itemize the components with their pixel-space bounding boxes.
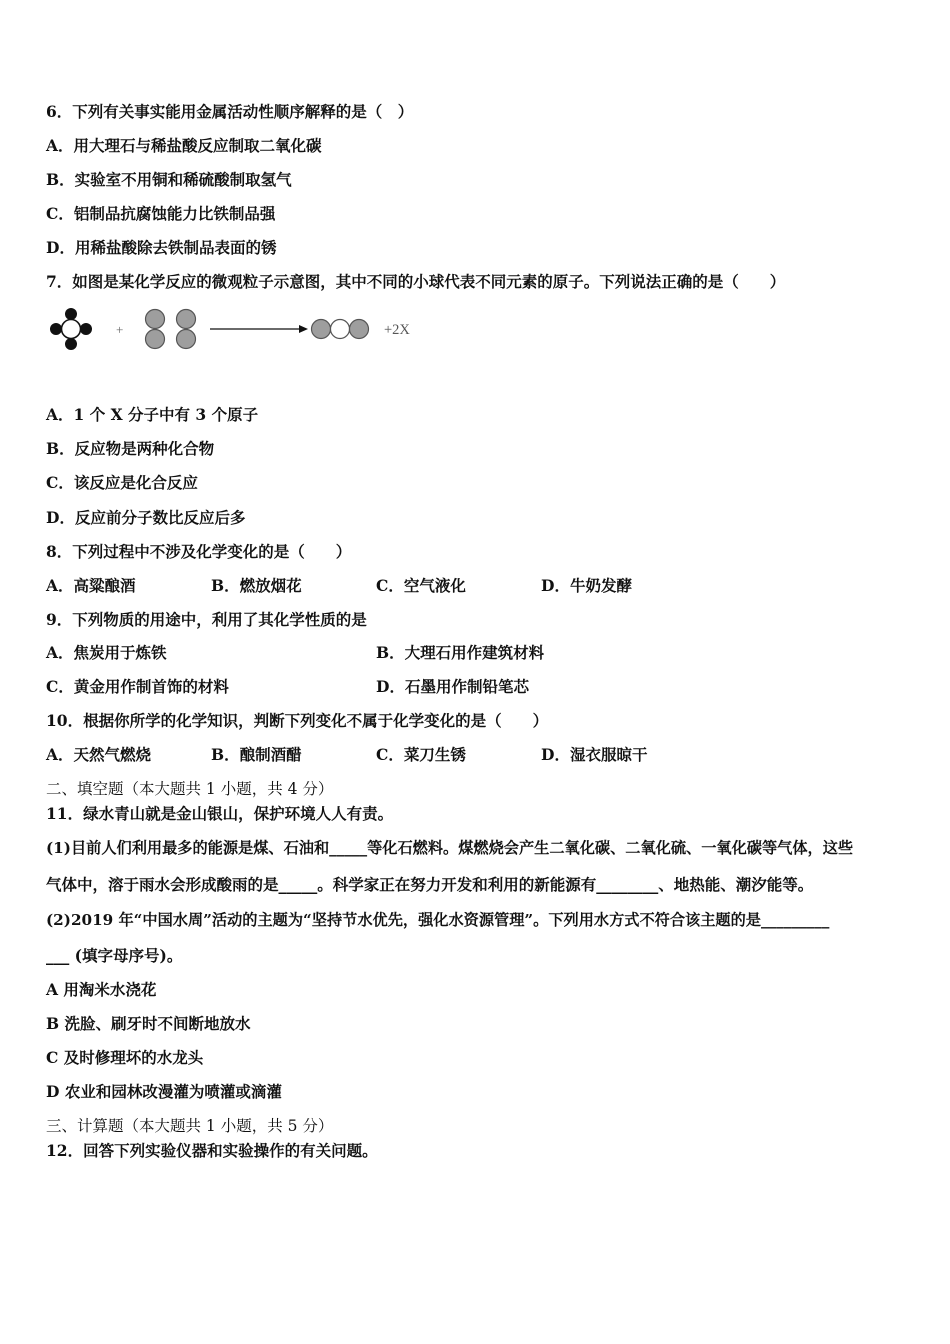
question-11-stem: 11．绿水青山就是金山银山，保护环境人人有责。 xyxy=(46,804,394,823)
question-10-option-c: C．菜刀生锈 xyxy=(376,745,466,764)
black-atom xyxy=(65,338,77,350)
question-9-stem: 9．下列物质的用途中，利用了其化学性质的是 xyxy=(46,610,367,629)
question-8-option-d: D．牛奶发酵 xyxy=(541,576,632,595)
question-10-stem: 10．根据你所学的化学知识，判断下列变化不属于化学变化的是（ ） xyxy=(46,711,549,730)
question-8-option-b: B．燃放烟花 xyxy=(211,576,302,595)
gray-atom xyxy=(177,310,196,329)
question-7-option-b: B．反应物是两种化合物 xyxy=(46,439,215,458)
question-9-option-c: C．黄金用作制首饰的材料 xyxy=(46,677,229,696)
black-atom xyxy=(50,323,62,335)
question-9-option-a: A．焦炭用于炼铁 xyxy=(46,643,167,662)
question-9-option-b: B．大理石用作建筑材料 xyxy=(376,643,545,662)
question-11-part-2-line-1: (2)2019 年“中国水周”活动的主题为“坚持节水优先，强化水资源管理”。下列用水方式不符合该主题的是_________ xyxy=(46,911,830,929)
question-6-option-c: C．铝制品抗腐蚀能力比铁制品强 xyxy=(46,204,276,223)
question-8-option-c: C．空气液化 xyxy=(376,576,466,595)
gray-atom xyxy=(312,320,331,339)
gray-atom xyxy=(350,320,369,339)
white-atom xyxy=(62,320,81,339)
gray-atom xyxy=(177,330,196,349)
question-11-part-1-line-1: (1)目前人们利用最多的能源是煤、石油和_____等化石燃料。煤燃烧会产生二氧化碳、二氧化硫、一氧化碳等气体，这些 xyxy=(46,839,854,857)
question-6-option-b: B．实验室不用铜和稀硫酸制取氢气 xyxy=(46,170,292,189)
question-7-option-c: C．该反应是化合反应 xyxy=(46,473,198,492)
question-10-option-b: B．酿制酒醋 xyxy=(211,745,302,764)
question-7-option-d: D．反应前分子数比反应后多 xyxy=(46,508,246,527)
plus-sign: + xyxy=(116,322,124,337)
reaction-diagram xyxy=(44,308,444,354)
gray-atom xyxy=(146,310,165,329)
question-11-part-1-line-2: 气体中，溶于雨水会形成酸雨的是_____。科学家正在努力开发和利用的新能源有________、地热能、潮汐能等。 xyxy=(46,875,814,894)
question-7-option-a: A．1 个 X 分子中有 3 个原子 xyxy=(46,405,259,424)
question-11-option-d: D 农业和园林改漫灌为喷灌或滴灌 xyxy=(46,1082,282,1101)
question-7-stem: 7．如图是某化学反应的微观粒子示意图，其中不同的小球代表不同元素的原子。下列说法正确的是（ ） xyxy=(46,272,786,291)
question-12-stem: 12．回答下列实验仪器和实验操作的有关问题。 xyxy=(46,1141,378,1160)
question-11-option-b: B 洗脸、刷牙时不间断地放水 xyxy=(46,1014,251,1033)
question-10-option-a: A．天然气燃烧 xyxy=(46,745,152,764)
question-10-option-d: D．湿衣服晾干 xyxy=(541,745,648,764)
question-11-part-2-line-2: ___ (填字母序号)。 xyxy=(46,946,183,965)
question-11-option-c: C 及时修理坏的水龙头 xyxy=(46,1048,204,1067)
reactant-molecule-2 xyxy=(146,310,196,349)
reactant-molecule-1 xyxy=(50,308,92,350)
white-atom xyxy=(331,320,350,339)
product-extra-label: +2X xyxy=(384,322,410,338)
question-11-option-a: A 用淘米水浇花 xyxy=(46,980,157,999)
question-6-stem: 6．下列有关事实能用金属活动性顺序解释的是（ ） xyxy=(46,102,414,121)
reaction-arrow xyxy=(210,325,308,333)
question-9-option-d: D．石墨用作制铅笔芯 xyxy=(376,677,529,696)
black-atom xyxy=(65,308,77,320)
question-6-option-d: D．用稀盐酸除去铁制品表面的锈 xyxy=(46,238,277,257)
section-3-title: 三、计算题（本大题共 1 小题，共 5 分） xyxy=(46,1117,334,1135)
question-8-option-a: A．高粱酿酒 xyxy=(46,576,136,595)
question-6-option-a: A．用大理石与稀盐酸反应制取二氧化碳 xyxy=(46,136,322,155)
product-molecule xyxy=(312,320,369,339)
gray-atom xyxy=(146,330,165,349)
black-atom xyxy=(80,323,92,335)
question-8-stem: 8．下列过程中不涉及化学变化的是（ ） xyxy=(46,542,352,561)
section-2-title: 二、填空题（本大题共 1 小题，共 4 分） xyxy=(46,780,334,798)
